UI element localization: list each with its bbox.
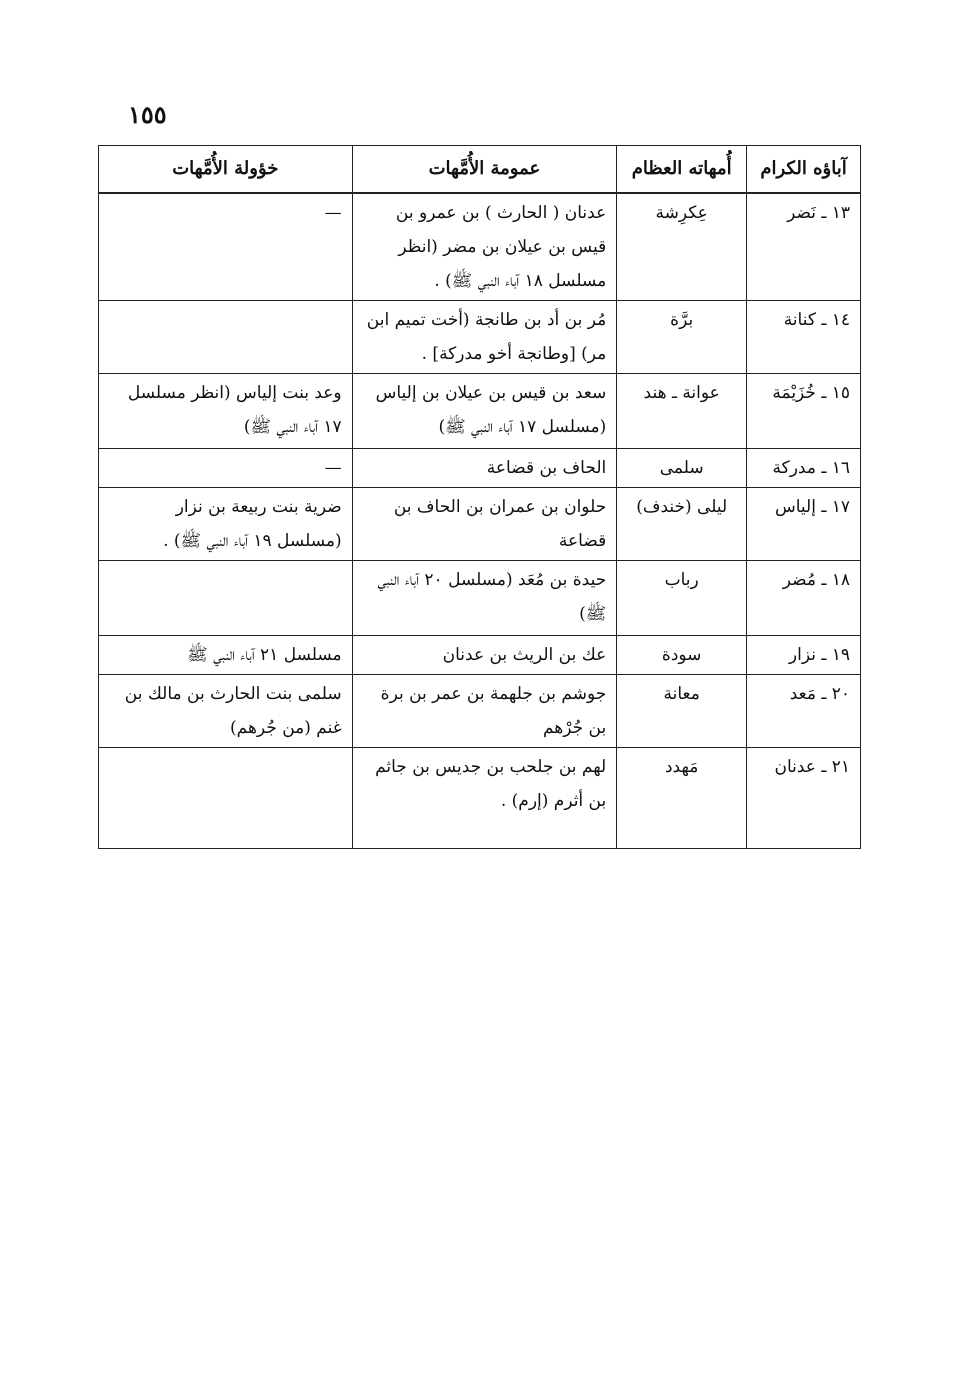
paternal-uncles-cell: مُر بن أد بن طانجة (أخت تميم ابن مر) [وطانجة أخو مدركة] .	[352, 301, 617, 374]
maternal-uncles-cell: وعد بنت إلياس (انظر مسلسل ١٧ آباء النبي ﷺ)	[99, 374, 353, 449]
father-cell: ١٥ ـ خُزَيْمَة	[747, 374, 861, 449]
mother-cell: معانة	[617, 675, 747, 748]
mother-cell: رباب	[617, 561, 747, 636]
mother-cell: سودة	[617, 636, 747, 675]
table-row	[99, 193, 861, 301]
header-paternal-uncles: عمومة الأُمَّهات	[352, 146, 617, 194]
maternal-uncles-cell: سلمى بنت الحارث بن مالك بن غنم (من جُرهم)	[99, 675, 353, 748]
maternal-uncles-cell: —	[99, 193, 353, 301]
mother-cell: سلمى	[617, 449, 747, 488]
paternal-uncles-cell: الحاف بن قضاعة	[352, 449, 617, 488]
father-cell: ١٨ ـ مُضر	[747, 561, 861, 636]
mother-cell: برَّة	[617, 301, 747, 374]
page-number: ١٥٥	[128, 100, 167, 129]
paternal-uncles-cell: لهم بن جلحب بن جديس بن جاثم بن أثرم (إرم) .	[352, 748, 617, 849]
header-fathers: آباؤه الكرام	[747, 146, 861, 194]
father-cell: ١٣ ـ نَضر	[747, 193, 861, 301]
father-cell: ١٩ ـ نزار	[747, 636, 861, 675]
maternal-uncles-cell: —	[99, 449, 353, 488]
maternal-uncles-cell: ضرية بنت ربيعة بن نزار (مسلسل ١٩ آباء النبي ﷺ) .	[99, 488, 353, 561]
mother-cell: عِكرِشة	[617, 193, 747, 301]
header-maternal-uncles: خؤولة الأُمَّهات	[99, 146, 353, 194]
paternal-uncles-cell: حلوان بن عمران بن الحاف بن قضاعة	[352, 488, 617, 561]
father-cell: ١٦ ـ مدركة	[747, 449, 861, 488]
table-row	[99, 561, 861, 636]
table-row	[99, 748, 861, 849]
paternal-uncles-cell: عدنان ( الحارث ) بن عمرو بن قيس بن عيلان بن مضر (انظر مسلسل ١٨ آباء النبي ﷺ) .	[352, 193, 617, 301]
mother-cell: عوانة ـ هند	[617, 374, 747, 449]
table-row	[99, 636, 861, 675]
father-cell: ٢١ ـ عدنان	[747, 748, 861, 849]
paternal-uncles-cell: عك بن الريث بن عدنان	[352, 636, 617, 675]
header-mothers: أُمهاته العظام	[617, 146, 747, 194]
table-row	[99, 449, 861, 488]
paternal-uncles-cell: جوشم بن جلهمة بن عمر بن برة بن جُرْهم	[352, 675, 617, 748]
table-row	[99, 374, 861, 449]
maternal-uncles-cell	[99, 561, 353, 636]
paternal-uncles-cell: سعد بن قيس بن عيلان بن إلياس (مسلسل ١٧ آباء النبي ﷺ)	[352, 374, 617, 449]
genealogy-table	[98, 145, 861, 849]
maternal-uncles-cell: مسلسل ٢١ آباء النبي ﷺ	[99, 636, 353, 675]
father-cell: ٢٠ ـ مَعد	[747, 675, 861, 748]
maternal-uncles-cell	[99, 301, 353, 374]
mother-cell: مَهدد	[617, 748, 747, 849]
table-row	[99, 301, 861, 374]
mother-cell: ليلى (خندف)	[617, 488, 747, 561]
maternal-uncles-cell	[99, 748, 353, 849]
table-header-row	[99, 146, 861, 194]
father-cell: ١٤ ـ كنانة	[747, 301, 861, 374]
paternal-uncles-cell: حيدة بن مُعَد (مسلسل ٢٠ آباء النبي ﷺ)	[352, 561, 617, 636]
father-cell: ١٧ ـ إلياس	[747, 488, 861, 561]
table-row	[99, 675, 861, 748]
table-row	[99, 488, 861, 561]
